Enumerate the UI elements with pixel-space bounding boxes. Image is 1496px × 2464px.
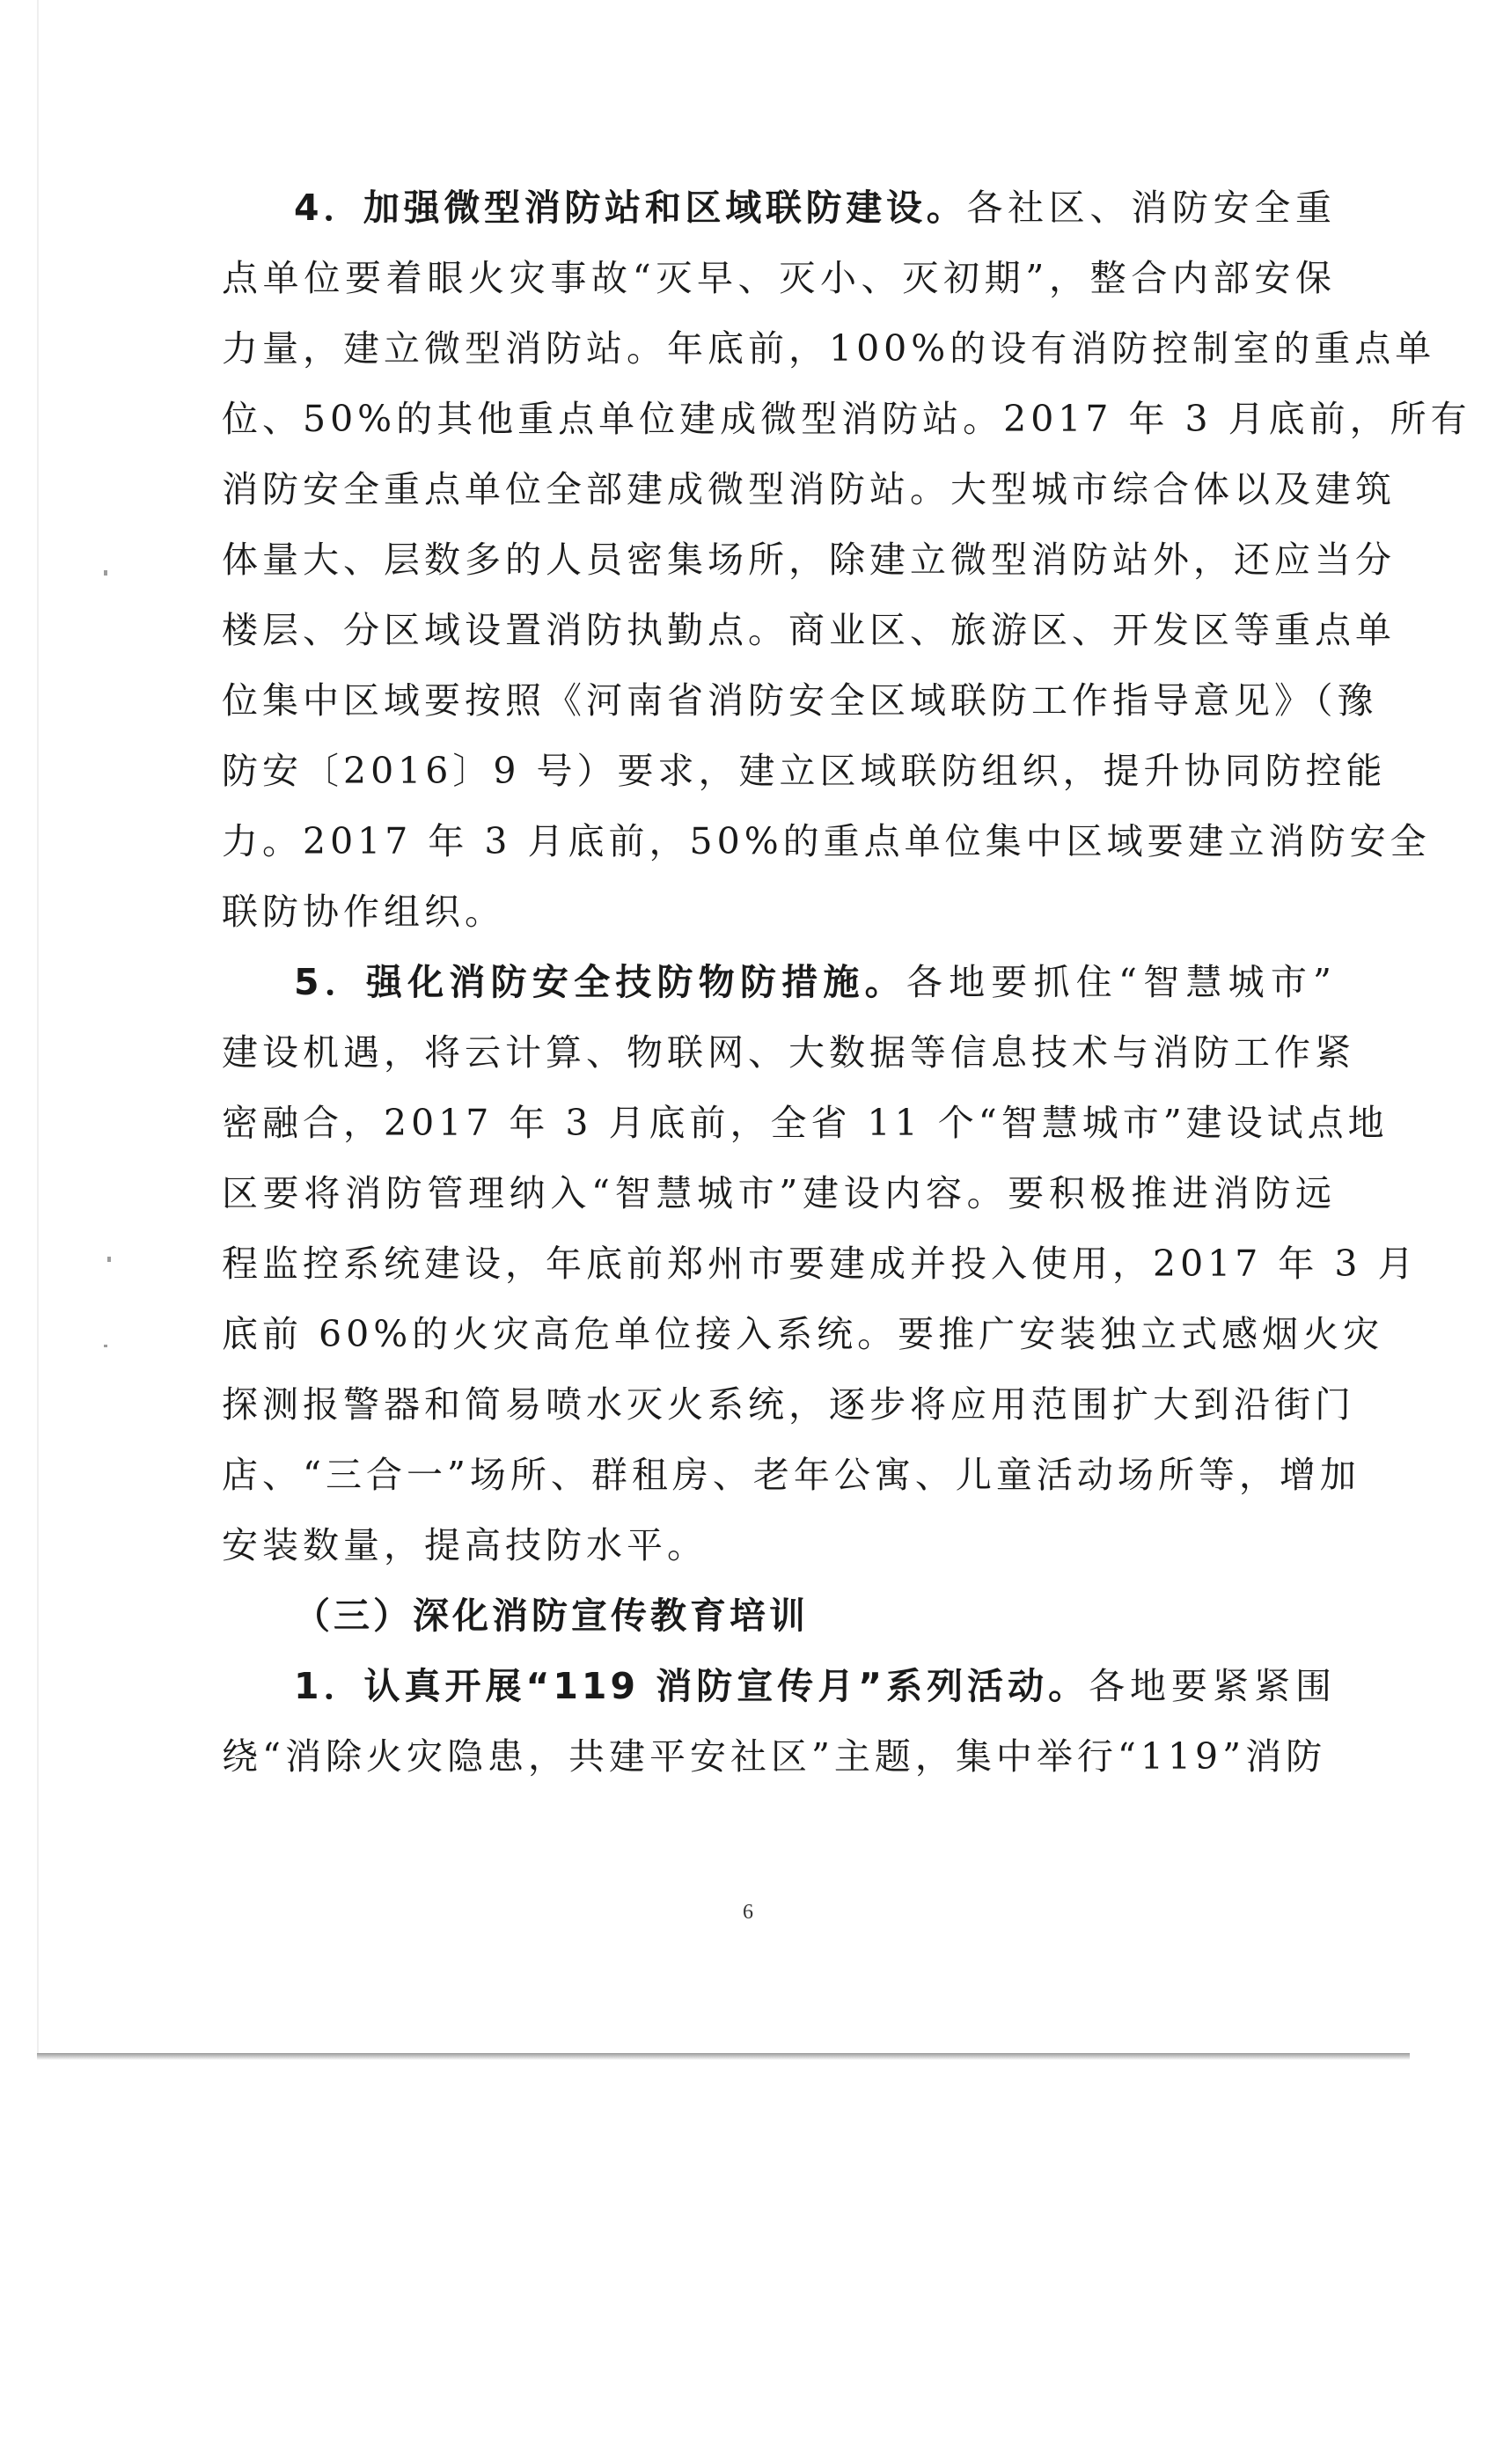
document-body xyxy=(222,172,1471,1792)
body-run: 位、50%的其他重点单位建成微型消防站。2017 年 3 月底前，所有 xyxy=(222,398,1471,440)
text-line xyxy=(222,947,1336,1017)
body-run: 底前 60%的火灾高危单位接入系统。要推广安装独立式感烟火灾 xyxy=(222,1313,1384,1355)
body-run: 安装数量，提高技防水平。 xyxy=(222,1524,708,1566)
body-run: 位集中区域要按照《河南省消防安全区域联防工作指导意见》（豫 xyxy=(222,679,1378,722)
text-line xyxy=(222,1580,1336,1651)
heading-run: 1．认真开展“119 消防宣传月”系列活动。 xyxy=(294,1665,1089,1707)
heading-run: 5．强化消防安全技防物防措施。 xyxy=(294,961,906,1003)
text-line xyxy=(222,736,1387,806)
body-run: 区要将消防管理纳入“智慧城市”建设内容。要积极推进消防远 xyxy=(222,1172,1336,1214)
text-line xyxy=(222,1721,1336,1792)
heading-run: 4．加强微型消防站和区域联防建设。 xyxy=(294,187,967,229)
text-line xyxy=(222,1228,1419,1299)
text-line xyxy=(222,524,1396,595)
body-run: 力量，建立微型消防站。年底前，100%的设有消防控制室的重点单 xyxy=(222,327,1436,370)
text-line xyxy=(222,1510,1336,1580)
body-run: 联防协作组织。 xyxy=(222,891,505,933)
text-line xyxy=(222,595,1396,665)
body-run: 体量大、层数多的人员密集场所，除建立微型消防站外，还应当分 xyxy=(222,539,1396,581)
body-run: 店、“三合一”场所、群租房、老年公寓、儿童活动场所等，增加 xyxy=(222,1454,1360,1496)
text-line xyxy=(222,1088,1389,1158)
text-line xyxy=(222,665,1378,736)
margin-speck xyxy=(107,1257,111,1262)
body-run: 各社区、消防安全重 xyxy=(966,187,1336,229)
text-line xyxy=(222,1299,1384,1369)
body-run: 消防安全重点单位全部建成微型消防站。大型城市综合体以及建筑 xyxy=(222,468,1396,510)
page-number: 6 xyxy=(743,1901,753,1924)
body-run: 楼层、分区域设置消防执勤点。商业区、旅游区、开发区等重点单 xyxy=(222,609,1396,651)
text-line xyxy=(222,1017,1355,1088)
body-run: 各地要紧紧围 xyxy=(1089,1665,1337,1707)
body-run: 各地要抓住“智慧城市” xyxy=(906,961,1336,1003)
body-run: 绕“消除火灾隐患，共建平安社区”主题，集中举行“119”消防 xyxy=(222,1735,1327,1778)
text-line xyxy=(222,1158,1336,1228)
body-run: 防安〔2016〕9 号）要求，建立区域联防组织，提升协同防控能 xyxy=(222,750,1387,792)
page-left-edge xyxy=(37,0,39,2056)
margin-speck xyxy=(104,1345,107,1347)
margin-speck xyxy=(104,570,107,576)
text-line xyxy=(222,243,1336,313)
text-line xyxy=(222,1369,1355,1440)
text-line xyxy=(222,384,1471,454)
text-line xyxy=(222,454,1396,524)
text-line xyxy=(222,313,1436,384)
body-run: 点单位要着眼火灾事故“灭早、灭小、灭初期”，整合内部安保 xyxy=(222,257,1336,299)
body-run: 探测报警器和简易喷水灭火系统，逐步将应用范围扩大到沿街门 xyxy=(222,1383,1355,1426)
page-bottom-edge xyxy=(37,2053,1410,2060)
text-line xyxy=(222,172,1336,243)
heading-run: （三）深化消防宣传教育培训 xyxy=(294,1595,809,1637)
body-run: 建设机遇，将云计算、物联网、大数据等信息技术与消防工作紧 xyxy=(222,1031,1355,1074)
text-line xyxy=(222,1651,1336,1721)
text-line xyxy=(222,806,1431,876)
text-line xyxy=(222,876,1336,947)
text-line xyxy=(222,1440,1360,1510)
body-run: 程监控系统建设，年底前郑州市要建成并投入使用，2017 年 3 月 xyxy=(222,1243,1419,1285)
body-run: 力。2017 年 3 月底前，50%的重点单位集中区域要建立消防安全 xyxy=(222,820,1431,862)
body-run: 密融合，2017 年 3 月底前，全省 11 个“智慧城市”建设试点地 xyxy=(222,1102,1389,1144)
